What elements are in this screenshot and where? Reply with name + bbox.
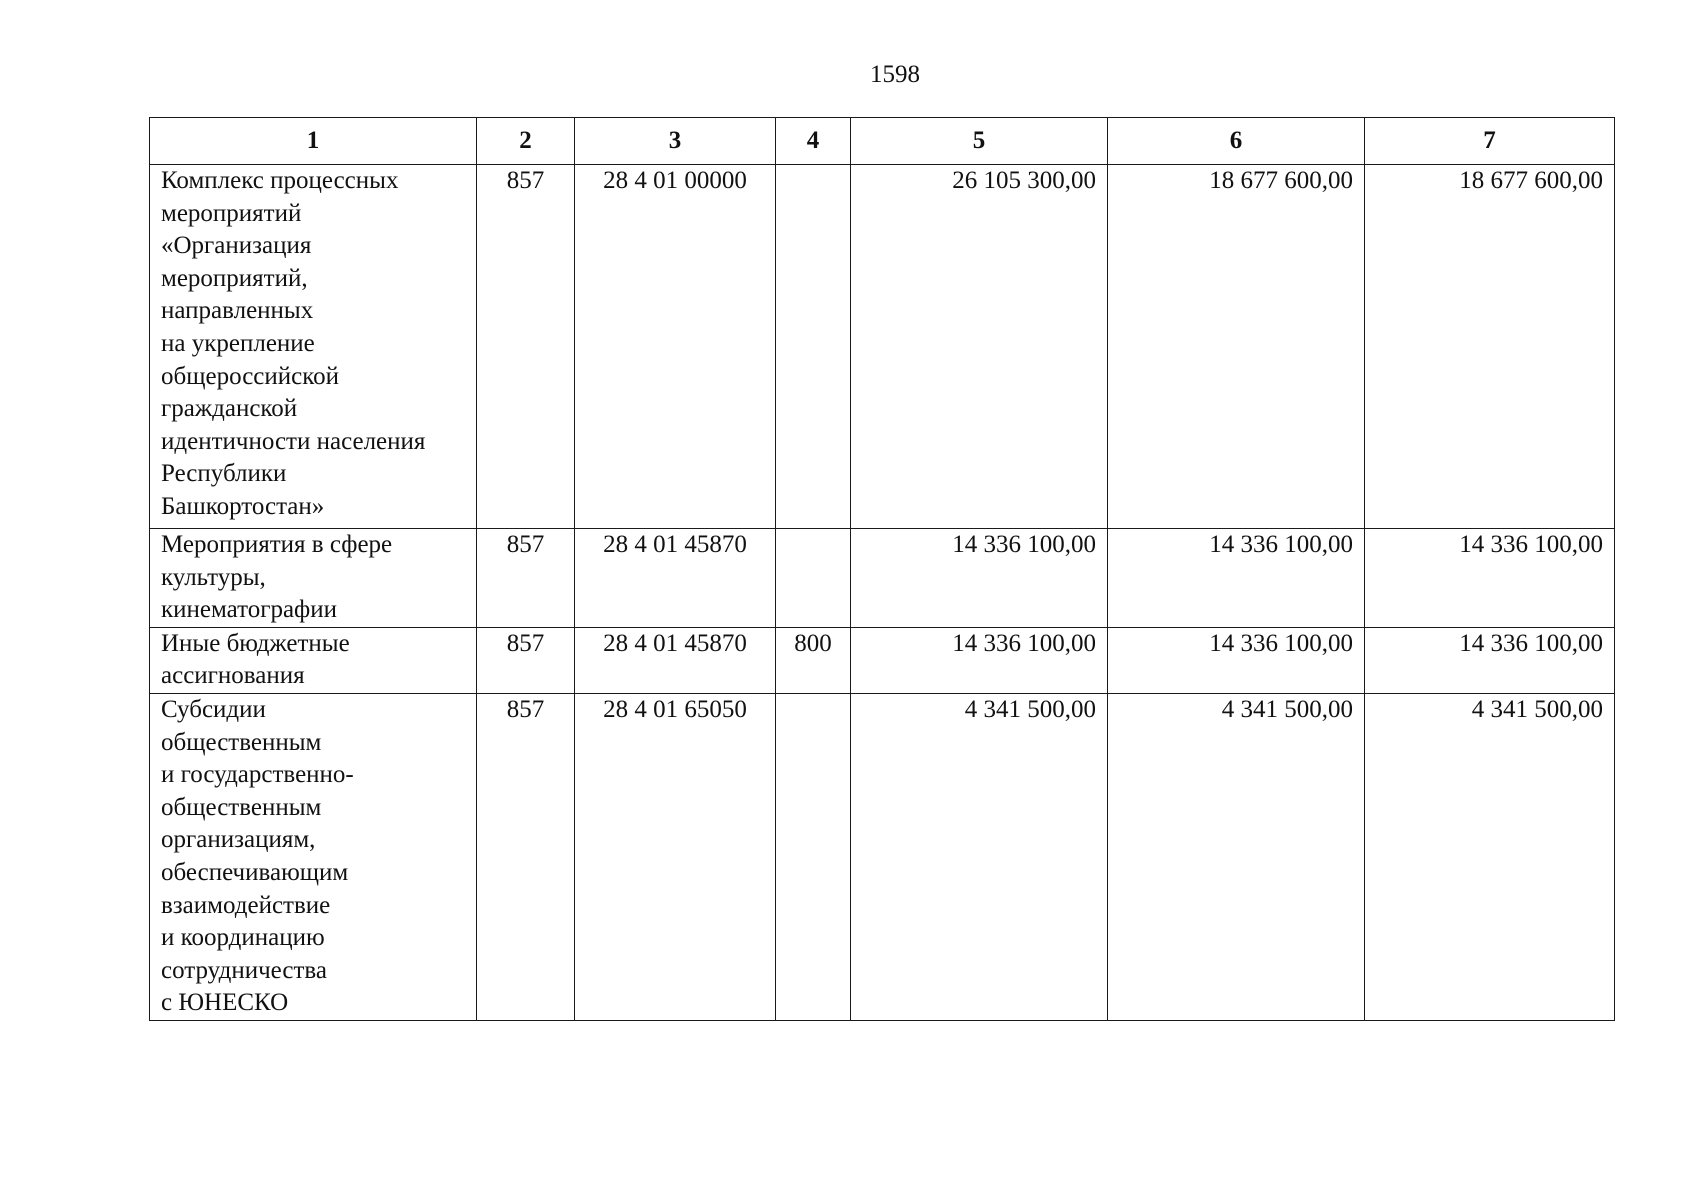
table-row <box>150 529 1615 628</box>
row-amount-col7: 14 336 100,00 <box>1365 627 1615 693</box>
row-name-line: и государственно- <box>161 761 354 789</box>
header-col-3: 3 <box>575 118 776 165</box>
row-name-line: и координацию <box>161 924 325 952</box>
row-name-line: Мероприятия в сфере <box>161 531 393 558</box>
row-name-line: взаимодействие <box>161 891 331 919</box>
row-admin-code: 857 <box>477 529 575 628</box>
row-target-code: 28 4 01 00000 <box>575 165 776 529</box>
header-col-6: 6 <box>1108 118 1365 165</box>
budget-table <box>149 117 1615 1021</box>
row-amount-col5: 26 105 300,00 <box>851 165 1108 529</box>
row-amount-col7: 18 677 600,00 <box>1365 165 1615 529</box>
row-name-line: сотрудничества <box>161 956 327 984</box>
row-name-line: с ЮНЕСКО <box>161 989 289 1017</box>
row-name-line: кинематографии <box>161 596 338 624</box>
row-name-line: общественным <box>161 793 322 821</box>
row-name-line: общероссийской <box>161 362 339 390</box>
table-row <box>150 627 1615 693</box>
header-row <box>150 118 1615 165</box>
header-col-5: 5 <box>851 118 1108 165</box>
row-target-code: 28 4 01 45870 <box>575 627 776 693</box>
row-amount-col6: 14 336 100,00 <box>1108 529 1365 628</box>
row-amount-col7: 14 336 100,00 <box>1365 529 1615 628</box>
row-name-cell <box>150 529 477 628</box>
row-name-line: Иные бюджетные <box>161 629 350 657</box>
row-expense-type: 800 <box>776 627 851 693</box>
header-col-7: 7 <box>1365 118 1615 165</box>
header-col-2: 2 <box>477 118 575 165</box>
row-name-line: Комплекс процессных <box>161 167 399 194</box>
row-name-line: идентичности населения <box>161 427 426 455</box>
row-target-code: 28 4 01 65050 <box>575 693 776 1020</box>
row-name-line: на укрепление <box>161 329 315 357</box>
header-col-4: 4 <box>776 118 851 165</box>
header-col-1: 1 <box>150 118 477 165</box>
row-name-cell <box>150 693 477 1020</box>
row-amount-col5: 14 336 100,00 <box>851 627 1108 693</box>
row-name-line: культуры, <box>161 563 266 591</box>
row-admin-code: 857 <box>477 165 575 529</box>
row-expense-type <box>776 693 851 1020</box>
row-name-line: направленных <box>161 297 314 325</box>
row-name-line: «Организация <box>161 232 312 260</box>
row-expense-type <box>776 529 851 628</box>
row-admin-code: 857 <box>477 627 575 693</box>
row-amount-col5: 14 336 100,00 <box>851 529 1108 628</box>
row-name-line: общественным <box>161 728 322 756</box>
row-amount-col5: 4 341 500,00 <box>851 693 1108 1020</box>
table-row <box>150 693 1615 1020</box>
row-name-line: Субсидии <box>161 695 266 723</box>
row-amount-col7: 4 341 500,00 <box>1365 693 1615 1020</box>
row-name-line: обеспечивающим <box>161 858 349 886</box>
row-name-cell <box>150 627 477 693</box>
row-amount-col6: 18 677 600,00 <box>1108 165 1365 529</box>
row-amount-col6: 14 336 100,00 <box>1108 627 1365 693</box>
row-name-line: гражданской <box>161 395 298 423</box>
row-name-cell <box>150 165 477 529</box>
row-name-line: мероприятий, <box>161 264 308 292</box>
table-row <box>150 165 1615 529</box>
page-number: 1598 <box>870 61 920 88</box>
row-name-line: мероприятий <box>161 199 302 227</box>
row-expense-type <box>776 165 851 529</box>
row-amount-col6: 4 341 500,00 <box>1108 693 1365 1020</box>
row-name-line: ассигнования <box>161 662 305 690</box>
row-name-line: организациям, <box>161 826 316 854</box>
row-admin-code: 857 <box>477 693 575 1020</box>
row-name-line: Республики <box>161 460 287 488</box>
row-target-code: 28 4 01 45870 <box>575 529 776 628</box>
row-name-line: Башкортостан» <box>161 492 325 520</box>
